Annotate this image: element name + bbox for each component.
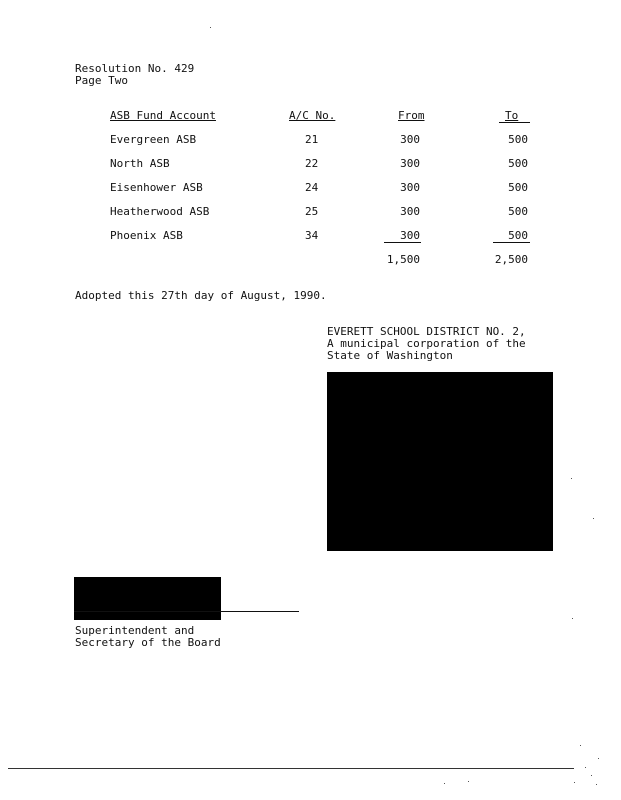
resolution-number: Resolution No. 429: [75, 62, 195, 75]
redacted-signature-block: [327, 372, 553, 551]
redacted-signature-name: [74, 577, 221, 620]
scan-speck: [580, 745, 581, 746]
row-to: 500: [508, 205, 528, 218]
column-header-from: From: [398, 109, 425, 122]
district-state: State of Washington: [327, 349, 453, 362]
from-subtotal-rule: [384, 242, 421, 243]
row-from: 300: [400, 205, 420, 218]
signer-board-title: Secretary of the Board: [75, 636, 221, 649]
column-header-ac-no: A/C No.: [289, 109, 336, 122]
row-from: 300: [400, 133, 420, 146]
district-corporation: A municipal corporation of the: [327, 337, 526, 350]
row-to: 500: [508, 181, 528, 194]
row-from: 300: [400, 157, 420, 170]
row-from: 300: [400, 229, 420, 242]
total-from: 1,500: [386, 253, 420, 266]
bottom-scan-line: [8, 768, 574, 769]
column-header-account: ASB Fund Account: [110, 109, 216, 122]
total-to: 2,500: [494, 253, 528, 266]
scan-speck: [572, 618, 573, 619]
row-ac-no: 25: [305, 205, 319, 218]
scan-speck: [591, 775, 592, 776]
row-ac-no: 22: [305, 157, 319, 170]
row-account: Heatherwood ASB: [110, 205, 210, 218]
row-account: Phoenix ASB: [110, 229, 183, 242]
adoption-statement: Adopted this 27th day of August, 1990.: [75, 289, 327, 302]
to-header-underline: [499, 122, 530, 123]
signature-line: [74, 611, 299, 612]
row-ac-no: 21: [305, 133, 319, 146]
row-account: Eisenhower ASB: [110, 181, 203, 194]
scan-speck: [598, 758, 599, 759]
district-name: EVERETT SCHOOL DISTRICT NO. 2,: [327, 325, 526, 338]
scan-speck: [210, 27, 211, 28]
row-ac-no: 34: [305, 229, 319, 242]
scan-speck: [444, 783, 445, 784]
scan-speck: [468, 781, 469, 782]
to-subtotal-rule: [493, 242, 530, 243]
row-account: North ASB: [110, 157, 170, 170]
row-account: Evergreen ASB: [110, 133, 197, 146]
scan-speck: [593, 518, 594, 519]
row-to: 500: [508, 229, 528, 242]
page-number: Page Two: [75, 74, 128, 87]
row-ac-no: 24: [305, 181, 319, 194]
scan-speck: [596, 784, 597, 785]
row-from: 300: [400, 181, 420, 194]
scan-speck: [574, 782, 575, 783]
scan-speck: [571, 478, 572, 479]
column-header-to: To: [505, 109, 519, 122]
signer-title: Superintendent and: [75, 624, 195, 637]
scan-speck: [585, 767, 586, 768]
row-to: 500: [508, 157, 528, 170]
row-to: 500: [508, 133, 528, 146]
